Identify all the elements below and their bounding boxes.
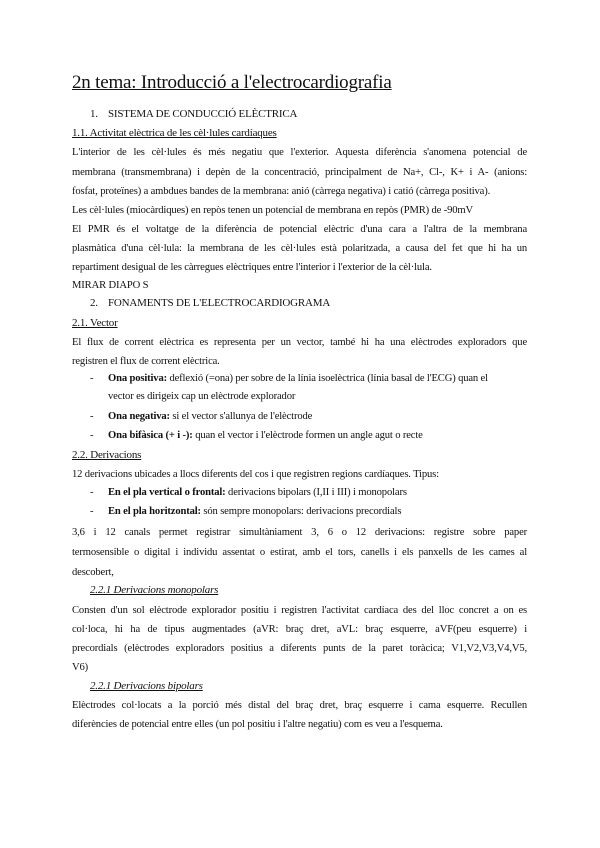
paragraph-line: precordials (elèctrodes exploradors positius a diferents punts de la paret toràcica; V1,V2,V3,V4,V5, (72, 643, 527, 654)
paragraph-line: L'interior de les cèl·lules és més negatiu que l'exterior. Aquesta diferència s'anomena potencial de (72, 147, 527, 158)
paragraph-line: Elèctrodes col·locats a la porció més distal del braç dret, braç esquerre i cama esquerre. Recullen (72, 700, 527, 711)
bullet-term: Ona negativa: (108, 411, 170, 422)
paragraph-line: col·loca, hi ha de tipus augmentades (aVR: braç dret, aVL: braç esquerre, aVF(peu esquerre) i (72, 624, 527, 635)
bullet-text: derivacions bipolars (I,II i III) i monopolars (225, 487, 407, 498)
subsection-2-2-1-heading: 2.2.1 Derivacions monopolars (90, 584, 219, 596)
list-item (108, 487, 407, 498)
bullet-dash: - (90, 373, 94, 384)
subsection-2-1-heading: 2.1. Vector (72, 317, 118, 329)
paragraph-line: registren el flux de corrent elèctrica. (72, 356, 220, 367)
subsection-2-2-2-heading: 2.2.1 Derivacions bipolars (90, 680, 203, 692)
list-item (108, 411, 312, 422)
paragraph-line: V6) (72, 662, 89, 673)
subsection-2-2-heading: 2.2. Derivacions (72, 449, 142, 461)
bullet-text: si el vector s'allunya de l'elèctrode (169, 411, 313, 422)
bullet-text: són sempre monopolars: derivacions precordials (200, 506, 402, 517)
list-item (108, 430, 423, 441)
paragraph-line: El PMR és el voltatge de la diferència de potencial elèctric d'una cara a l'altra de la membrana (72, 224, 527, 235)
paragraph-line: repartiment desigual de les càrregues elèctriques entre l'interior i l'exterior de la cèl·lula. (72, 262, 432, 273)
paragraph-line: Consten d'un sol elèctrode explorador positiu i registren l'activitat cardíaca des del lloc concret a on es (72, 605, 527, 616)
note-line: MIRAR DIAPO S (72, 280, 149, 291)
paragraph-line: plasmàtica d'una cèl·lula: la membrana de les cèl·lules està polaritzada, a causa del fet que hi ha un (72, 243, 527, 254)
subsection-1-1-heading: 1.1. Activitat elèctrica de les cèl·lules cardíaques (72, 127, 277, 139)
section-1-number: 1. (90, 108, 98, 120)
paragraph-line: membrana (transmembrana) i depèn de la concentració, principalment de Na+, Cl-, K+ i A- (anions: (72, 167, 527, 178)
document-title: 2n tema: Introducció a l'electrocardiografia (72, 72, 392, 93)
section-1-heading: SISTEMA DE CONDUCCIÓ ELÈCTRICA (108, 108, 298, 120)
section-2-number: 2. (90, 297, 98, 309)
paragraph-line: descobert, (72, 567, 114, 578)
paragraph-line: diferències de potencial entre elles (un pol positiu i l'altre negatiu) com es veu a l'esquema. (72, 719, 443, 730)
bullet-term: En el pla horitzontal: (108, 506, 201, 517)
list-item-continuation: vector es dirigeix cap un elèctrode explorador (108, 391, 296, 402)
bullet-dash: - (90, 411, 94, 422)
paragraph-line: 12 derivacions ubicades a llocs diferents del cos i que registren regions cardíaques. Tipus: (72, 469, 439, 480)
list-item (108, 506, 401, 517)
bullet-dash: - (90, 506, 94, 517)
section-2-heading: FONAMENTS DE L'ELECTROCARDIOGRAMA (108, 297, 331, 309)
bullet-text: deflexió (=ona) per sobre de la línia isoelèctrica (línia basal de l'ECG) quan el (166, 373, 488, 384)
bullet-dash: - (90, 430, 94, 441)
bullet-text: quan el vector i l'elèctrode formen un angle agut o recte (192, 430, 423, 441)
paragraph-line: fosfat, proteïnes) a ambdues bandes de la membrana: anió (càrrega negativa) i catió (càrrega positiva). (72, 186, 491, 197)
bullet-dash: - (90, 487, 94, 498)
bullet-term: Ona bifàsica (+ i -): (108, 430, 193, 441)
paragraph-line: Les cèl·lules (miocàrdiques) en repòs tenen un potencial de membrana en repòs (PMR) de -90mV (72, 205, 473, 216)
paragraph-line: termosensible o digital i individu assentat o estirat, amb el tors, canells i els panxells de les cames al (72, 547, 527, 558)
paragraph-line: 3,6 i 12 canals permet registrar simultàniament 3, 6 o 12 derivacions: registre sobre paper (72, 527, 527, 538)
paragraph-line: El flux de corrent elèctrica es representa per un vector, també hi ha una elèctrodes exploradors que (72, 337, 527, 348)
bullet-term: En el pla vertical o frontal: (108, 487, 226, 498)
list-item (108, 373, 488, 384)
bullet-term: Ona positiva: (108, 373, 167, 384)
